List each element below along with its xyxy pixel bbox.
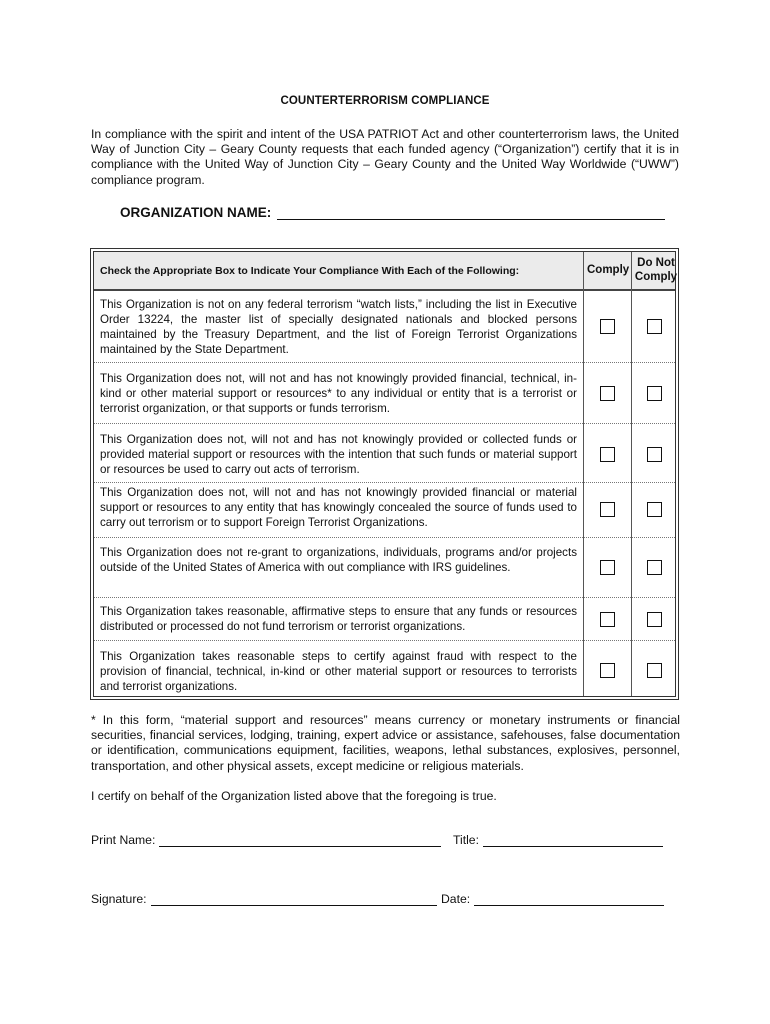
print-name-label: Print Name:	[91, 833, 156, 847]
compliance-row	[94, 640, 675, 697]
do-not-comply-checkbox[interactable]	[647, 612, 662, 627]
signature-field[interactable]	[151, 892, 437, 906]
compliance-row	[94, 362, 675, 423]
organization-name-row	[120, 205, 665, 220]
title-field[interactable]	[483, 833, 663, 847]
do-not-comply-checkbox[interactable]	[647, 319, 662, 334]
date-label: Date:	[441, 892, 471, 906]
header-instruction: Check the Appropriate Box to Indicate Your Compliance With Each of the Following:	[100, 265, 520, 277]
certification-statement: I certify on behalf of the Organization listed above that the foregoing is true.	[91, 789, 497, 803]
compliance-row	[94, 291, 675, 361]
compliance-row	[94, 537, 675, 597]
title-label: Title:	[453, 833, 479, 847]
compliance-row	[94, 482, 675, 537]
do-not-comply-checkbox[interactable]	[647, 502, 662, 517]
organization-name-field[interactable]	[277, 205, 665, 220]
compliance-statement: This Organization does not, will not and has not knowingly provided financial or material support or resources to any entity that has knowingly concealed the source of funds used to carry out terrorism or to support Foreign Terrorist Organizations.	[100, 486, 577, 529]
signature-row	[91, 892, 437, 906]
compliance-statement: This Organization does not, will not and has not knowingly provided financial, technical, in-kind or other material support or resources* to any individual or entity that is a terrorist or terrorist organization, or that supports or funds terrorism.	[100, 372, 577, 415]
compliance-statement: This Organization is not on any federal terrorism “watch lists,” including the list in Executive Order 13224, the master list of specially designated nationals and blocked persons maintained by the Treasury Department, and the list of Foreign Terrorist Organizations maintained by the State Department.	[100, 298, 577, 356]
do-not-comply-checkbox[interactable]	[647, 386, 662, 401]
comply-checkbox[interactable]	[600, 612, 615, 627]
do-not-comply-column-header: Do Not Comply	[634, 257, 678, 283]
comply-checkbox[interactable]	[600, 447, 615, 462]
compliance-row	[94, 423, 675, 482]
material-support-footnote: * In this form, “material support and resources” means currency or monetary instruments or financial securities, financial services, lodging, training, expert advice or assistance, safehouses, false documentation or identification, communications equipment, facilities, weapons, lethal substances, explosives, personnel, transportation, and other physical assets, except medicine or religious materials.	[91, 713, 680, 773]
compliance-table-body	[93, 251, 676, 697]
compliance-table	[90, 248, 679, 700]
print-name-field[interactable]	[159, 833, 441, 847]
compliance-statement: This Organization takes reasonable, affirmative steps to ensure that any funds or resources distributed or processed do not fund terrorism or terrorist organizations.	[100, 605, 577, 633]
document-title: COUNTERTERRORISM COMPLIANCE	[280, 95, 490, 107]
comply-checkbox[interactable]	[600, 663, 615, 678]
organization-name-label: ORGANIZATION NAME:	[120, 205, 272, 220]
do-not-comply-checkbox[interactable]	[647, 447, 662, 462]
intro-paragraph: In compliance with the spirit and intent of the USA PATRIOT Act and other counterterrorism laws, the United Way of Junction City – Geary County requests that each funded agency (“Organization”) certify that it is in compliance with the United Way of Junction City – Geary County and the United Way Worldwide (“UWW”) compliance program.	[91, 127, 679, 187]
compliance-statement: This Organization takes reasonable steps to certify against fraud with respect to the provision of financial, technical, in-kind or other material support or resources to terrorists and terrorist organizations.	[100, 650, 577, 693]
do-not-comply-checkbox[interactable]	[647, 560, 662, 575]
print-name-row	[91, 833, 441, 847]
comply-checkbox[interactable]	[600, 319, 615, 334]
date-row	[441, 892, 664, 906]
do-not-comply-checkbox[interactable]	[647, 663, 662, 678]
comply-checkbox[interactable]	[600, 386, 615, 401]
comply-checkbox[interactable]	[600, 502, 615, 517]
compliance-table-header	[94, 252, 678, 291]
signature-label: Signature:	[91, 892, 147, 906]
date-field[interactable]	[474, 892, 664, 906]
compliance-statement: This Organization does not re-grant to organizations, individuals, programs and/or projects outside of the United States of America with out compliance with IRS guidelines.	[100, 546, 577, 574]
compliance-row	[94, 597, 675, 640]
comply-checkbox[interactable]	[600, 560, 615, 575]
compliance-statement: This Organization does not, will not and has not knowingly provided or collected funds or provided material support or resources with the intention that such funds or material support or resources be used to carry out acts of terrorism.	[100, 433, 577, 476]
comply-column-header: Comply	[587, 264, 630, 276]
title-row	[453, 833, 663, 847]
